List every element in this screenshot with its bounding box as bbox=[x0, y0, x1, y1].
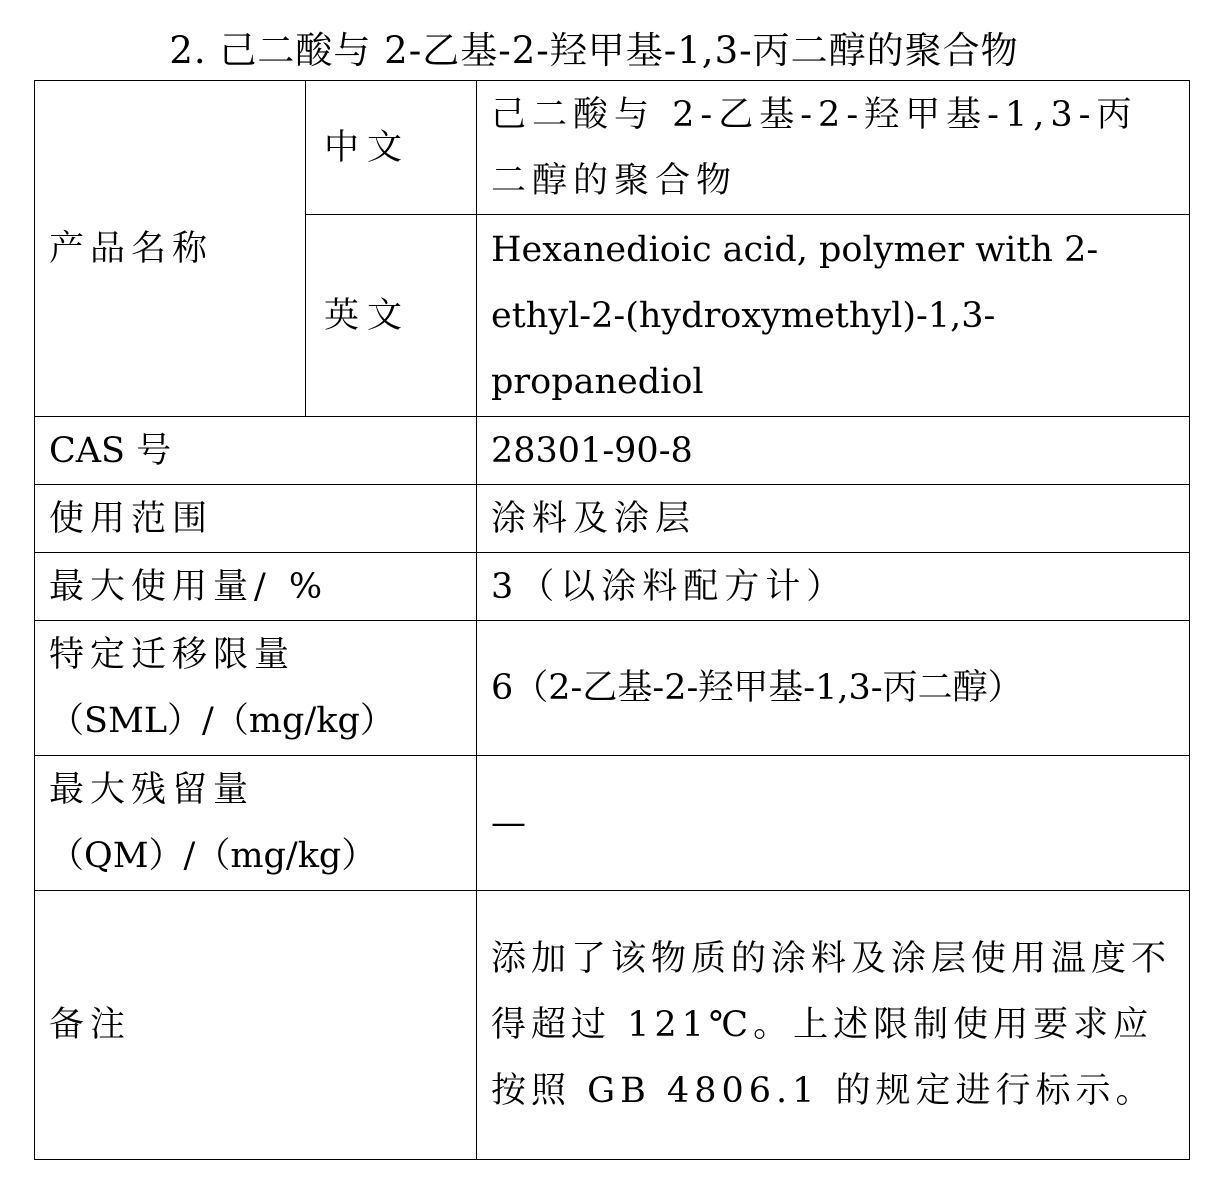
table-row bbox=[35, 621, 1190, 756]
cas-label: CAS 号 bbox=[35, 417, 477, 485]
scope-value: 涂料及涂层 bbox=[477, 485, 1190, 553]
qm-value: — bbox=[477, 756, 1190, 891]
english-name-value: Hexanedioic acid, polymer with 2-ethyl-2-(hydroxymethyl)-1,3-propanediol bbox=[477, 215, 1190, 417]
max-use-value: 3（以涂料配方计） bbox=[477, 553, 1190, 621]
sml-label-line2: （SML）/（mg/kg） bbox=[49, 701, 395, 741]
table-row bbox=[35, 891, 1190, 1160]
table-row bbox=[35, 81, 1190, 215]
qm-label-line1: 最大残留量 bbox=[49, 770, 255, 810]
qm-label bbox=[35, 756, 477, 891]
remarks-label: 备注 bbox=[35, 891, 477, 1160]
document-title: 2. 己二酸与 2-乙基-2-羟甲基-1,3-丙二醇的聚合物 bbox=[169, 29, 1019, 72]
table-row bbox=[35, 417, 1190, 485]
table-row bbox=[35, 485, 1190, 553]
table-row bbox=[35, 756, 1190, 891]
cas-value: 28301-90-8 bbox=[477, 417, 1190, 485]
sml-label-line1: 特定迁移限量 bbox=[49, 635, 296, 675]
scope-label: 使用范围 bbox=[35, 485, 477, 553]
chinese-label: 中文 bbox=[306, 81, 477, 215]
specification-table bbox=[34, 80, 1190, 1160]
chinese-name-value: 己二酸与 2-乙基-2-羟甲基-1,3-丙二醇的聚合物 bbox=[477, 81, 1190, 215]
english-label: 英文 bbox=[306, 215, 477, 417]
table-row bbox=[35, 553, 1190, 621]
sml-value: 6（2-乙基-2-羟甲基-1,3-丙二醇） bbox=[477, 621, 1190, 756]
product-name-label: 产品名称 bbox=[35, 81, 306, 417]
qm-label-line2: （QM）/（mg/kg） bbox=[49, 836, 377, 876]
remarks-value: 添加了该物质的涂料及涂层使用温度不得超过 121℃。上述限制使用要求应按照 GB 4806.1 的规定进行标示。 bbox=[477, 891, 1190, 1160]
sml-label bbox=[35, 621, 477, 756]
max-use-label: 最大使用量/ % bbox=[35, 553, 477, 621]
